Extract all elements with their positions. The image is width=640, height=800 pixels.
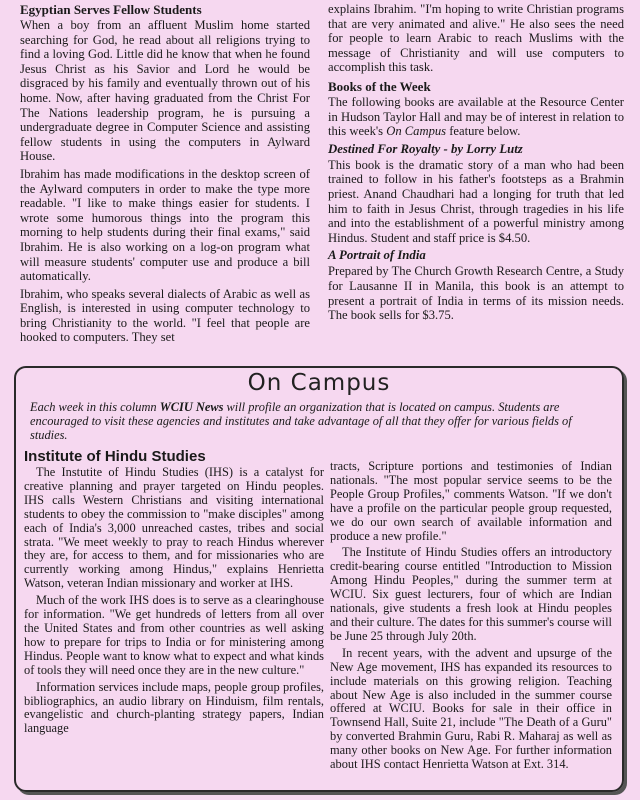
books-intro: The following books are available at the Resource Center in Hudson Taylor Hall and may be of interest in relation to this week's On Campus feature below. [328,94,624,139]
ihs-right-column [330,460,612,775]
book-title-portrait-of-india: A Portrait of India [328,248,426,263]
article-egyptian-serves [20,2,310,348]
article-continuation: explains Ibrahim. "I'm hoping to write Christian programs that are very animated and alive." He also sees the need for people to learn Arabic to reach Muslims with the message of Christianity and will use computers to accomplish this task. [328,2,624,75]
top-articles [0,0,640,360]
ihs-paragraph: Information services include maps, people group profiles, bibliographics, an audio library on Hinduism, film rentals, evangelistic and church-planting strategy papers, Indian language [24,679,324,736]
on-campus-intro: Each week in this column WCIU News will profile an organization that is located on campus. Students are encouraged to visit these agencies and institutes and take advantage of all that they offer for various fields of studies. [30,400,572,442]
article-paragraph: Ibrahim has made modifications in the desktop screen of the Aylward computers in order to make the type more readable. "I like to make things easier for students. I wrote some humorous things into the program this morning to help students during their final exams," said Ibrahim. He is also working on a log-on program what will measure students' computer use and produce a bill automatically. [20,166,310,284]
ihs-paragraph: In recent years, with the advent and upsurge of the New Age movement, IHS has expanded its resources to include materials on this growing religion. Teaching about New Age is also included in the summer course offered at WCIU. Books for sale in their office in Townsend Hall, Suite 21, include "The Death of a Guru" by converted Brahmin Guru, Rabi R. Maharaj as well as many other books on New Age. For further information about IHS contact Henrietta Watson at Ext. 314. [330,645,612,772]
on-campus-box [14,366,624,792]
book-description: Prepared by The Church Growth Research Centre, a Study for Lausanne II in Manila, this book is an attempt to present a portrait of India in terms of its mission needs. The book sells for $3.75. [328,264,624,323]
ihs-paragraph: Much of the work IHS does is to serve as a clearinghouse for information. "We get hundreds of letters from all over the United States and from other countries as well asking how to prepare for trips to India or for ministering among Hindus. People want to know what to expect and what kinds of tools they will need once they are in the new culture." [24,593,324,677]
books-of-the-week-heading: Books of the Week [328,78,431,94]
ihs-paragraph: The Institute of Hindu Studies offers an introductory credit-bearing course entitled "Introduction to Mission Among Hindu Peoples," during the summer term at WCIU. Six guest lecturers, four of which are Indian nationals, give students a fresh look at Hindu peoples and their culture. The dates for this summer's course will be June 25 through July 20th. [330,545,612,643]
on-campus-title: On Campus [247,370,391,396]
book-description: This book is the dramatic story of a man who had been trained to follow in his father's footsteps as a Brahmin priest. Anand Chaudhari had a longing for truth that led him to faith in Jesus Christ, through tragedies in his life and into the establishment of a powerful ministry among Hindus. Student and staff price is $4.50. [328,157,624,245]
article-heading: Egyptian Serves Fellow Students [20,2,202,17]
ihs-paragraph: tracts, Scripture portions and testimonies of Indian nationals. "The most popular service seems to be the People Group Profiles," comments Watson. "If we don't have a profile on the particular people group requested, we do our own search of available information and produce a new profile." [330,459,612,543]
ihs-left-column [24,448,324,739]
right-column [328,2,624,326]
article-paragraph: When a boy from an affluent Muslim home started searching for God, he read about all religions trying to find a loving God. Little did he know that when he found Jesus Christ as his Savior and Lord he would be disgraced by his family and eventually thrown out of his home. Now, after having graduated from the Christ For The Nations leadership program, he is pursuing a undergraduate degree in Computer Science and assisting fellow students in using the computers in Aylward House. [20,18,310,164]
article-paragraph: Ibrahim, who speaks several dialects of Arabic as well as English, is interested in using computer technology to bring Christianity to the world. "I feel that people are hooked to computers. They set [20,286,310,345]
ihs-paragraph: The Instutite of Hindu Studies (IHS) is a catalyst for creative planning and prayer targeted on Hindu peoples. IHS calls Western Christians and visiting international students to obey the commission to "make disciples" among each of India's 3,000 unreached castes, tribes and social strata. "We meet weekly to pray to reach Hindus wherever they are, for access to them, and for missionaries who are currently working among Hindus," explains Henrietta Watson, veteran Indian missionary and worker at IHS. [24,465,324,591]
book-title-destined-for-royalty: Destined For Royalty - by Lorry Lutz [328,141,523,156]
ihs-heading: Institute of Hindu Studies [24,448,206,465]
